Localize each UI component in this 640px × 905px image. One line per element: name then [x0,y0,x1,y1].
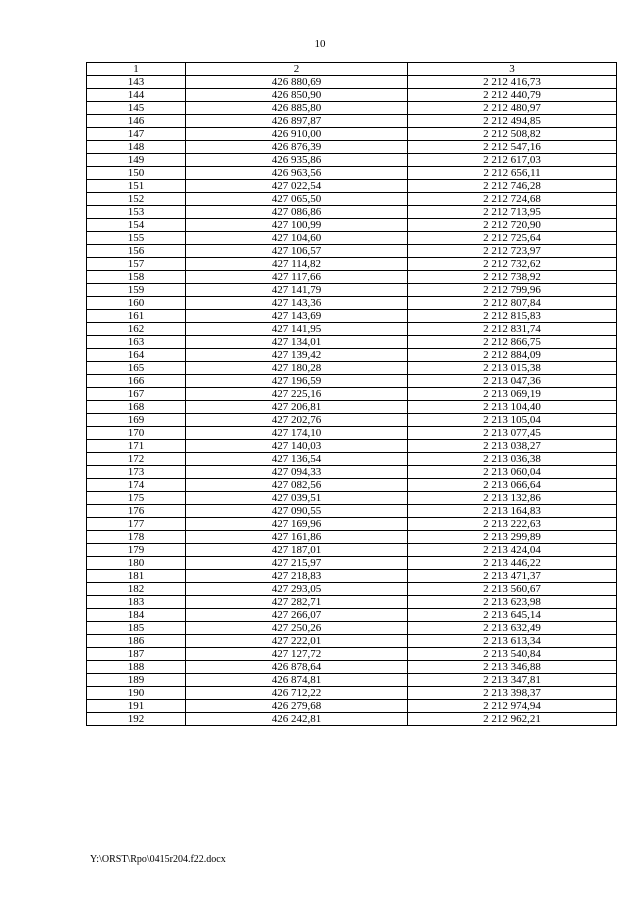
y-coordinate-cell: 2 212 866,75 [408,336,617,349]
x-coordinate-cell: 427 250,26 [186,622,408,635]
point-number-cell: 177 [87,518,186,531]
y-coordinate-cell: 2 212 724,68 [408,193,617,206]
point-number-cell: 168 [87,401,186,414]
point-number-cell: 167 [87,388,186,401]
y-coordinate-cell: 2 212 738,92 [408,271,617,284]
point-number-cell: 173 [87,466,186,479]
x-coordinate-cell: 427 218,83 [186,570,408,583]
y-coordinate-cell: 2 212 723,97 [408,245,617,258]
point-number-cell: 166 [87,375,186,388]
x-coordinate-cell: 427 136,54 [186,453,408,466]
point-number-cell: 160 [87,297,186,310]
table-row [87,414,617,427]
x-coordinate-cell: 427 139,42 [186,349,408,362]
y-coordinate-cell: 2 212 656,11 [408,167,617,180]
y-coordinate-cell: 2 213 347,81 [408,674,617,687]
point-number-cell: 155 [87,232,186,245]
y-coordinate-cell: 2 213 645,14 [408,609,617,622]
x-coordinate-cell: 427 134,01 [186,336,408,349]
x-coordinate-cell: 427 090,55 [186,505,408,518]
x-coordinate-cell: 427 196,59 [186,375,408,388]
point-number-cell: 175 [87,492,186,505]
table-row [87,570,617,583]
x-coordinate-cell: 427 169,96 [186,518,408,531]
y-coordinate-cell: 2 213 424,04 [408,544,617,557]
y-coordinate-cell: 2 213 036,38 [408,453,617,466]
y-coordinate-cell: 2 212 617,03 [408,154,617,167]
point-number-cell: 188 [87,661,186,674]
x-coordinate-cell: 427 215,97 [186,557,408,570]
table-row [87,154,617,167]
x-coordinate-cell: 427 225,16 [186,388,408,401]
x-coordinate-cell: 427 127,72 [186,648,408,661]
y-coordinate-cell: 2 212 746,28 [408,180,617,193]
table-row [87,583,617,596]
x-coordinate-cell: 427 143,69 [186,310,408,323]
x-coordinate-cell: 426 279,68 [186,700,408,713]
y-coordinate-cell: 2 213 105,04 [408,414,617,427]
y-coordinate-cell: 2 212 713,95 [408,206,617,219]
table-row [87,557,617,570]
page-number: 10 [314,38,326,50]
x-coordinate-cell: 427 114,82 [186,258,408,271]
point-number-cell: 156 [87,245,186,258]
y-coordinate-cell: 2 212 815,83 [408,310,617,323]
point-number-cell: 185 [87,622,186,635]
point-number-cell: 144 [87,89,186,102]
x-coordinate-cell: 427 222,01 [186,635,408,648]
table-row [87,505,617,518]
point-number-cell: 176 [87,505,186,518]
x-coordinate-cell: 427 282,71 [186,596,408,609]
table-row [87,674,617,687]
y-coordinate-cell: 2 213 164,83 [408,505,617,518]
point-number-cell: 165 [87,362,186,375]
y-coordinate-cell: 2 212 884,09 [408,349,617,362]
table-row [87,427,617,440]
header-col-3: 3 [408,63,617,76]
table-row [87,388,617,401]
table-row [87,128,617,141]
table-row [87,544,617,557]
table-row [87,362,617,375]
table-row [87,713,617,726]
x-coordinate-cell: 427 180,28 [186,362,408,375]
y-coordinate-cell: 2 212 416,73 [408,76,617,89]
table-row [87,180,617,193]
y-coordinate-cell: 2 213 038,27 [408,440,617,453]
point-number-cell: 179 [87,544,186,557]
y-coordinate-cell: 2 213 299,89 [408,531,617,544]
point-number-cell: 180 [87,557,186,570]
x-coordinate-cell: 426 242,81 [186,713,408,726]
y-coordinate-cell: 2 213 623,98 [408,596,617,609]
table-row [87,531,617,544]
table-row [87,219,617,232]
x-coordinate-cell: 427 100,99 [186,219,408,232]
y-coordinate-cell: 2 212 480,97 [408,102,617,115]
point-number-cell: 150 [87,167,186,180]
x-coordinate-cell: 427 104,60 [186,232,408,245]
x-coordinate-cell: 427 022,54 [186,180,408,193]
point-number-cell: 153 [87,206,186,219]
y-coordinate-cell: 2 213 060,04 [408,466,617,479]
y-coordinate-cell: 2 213 222,63 [408,518,617,531]
x-coordinate-cell: 427 106,57 [186,245,408,258]
y-coordinate-cell: 2 213 560,67 [408,583,617,596]
x-coordinate-cell: 426 712,22 [186,687,408,700]
table-row [87,518,617,531]
table-row [87,479,617,492]
point-number-cell: 171 [87,440,186,453]
x-coordinate-cell: 427 140,03 [186,440,408,453]
y-coordinate-cell: 2 212 831,74 [408,323,617,336]
table-row [87,440,617,453]
point-number-cell: 192 [87,713,186,726]
y-coordinate-cell: 2 212 732,62 [408,258,617,271]
point-number-cell: 158 [87,271,186,284]
table-row [87,401,617,414]
x-coordinate-cell: 427 082,56 [186,479,408,492]
table-row [87,297,617,310]
table-row [87,115,617,128]
x-coordinate-cell: 426 880,69 [186,76,408,89]
y-coordinate-cell: 2 213 066,64 [408,479,617,492]
point-number-cell: 191 [87,700,186,713]
y-coordinate-cell: 2 213 540,84 [408,648,617,661]
x-coordinate-cell: 426 876,39 [186,141,408,154]
y-coordinate-cell: 2 212 799,96 [408,284,617,297]
x-coordinate-cell: 427 187,01 [186,544,408,557]
x-coordinate-cell: 426 885,80 [186,102,408,115]
point-number-cell: 157 [87,258,186,271]
table-row [87,206,617,219]
x-coordinate-cell: 427 174,10 [186,427,408,440]
y-coordinate-cell: 2 212 974,94 [408,700,617,713]
y-coordinate-cell: 2 212 547,16 [408,141,617,154]
point-number-cell: 169 [87,414,186,427]
point-number-cell: 174 [87,479,186,492]
table-row [87,466,617,479]
table-row [87,310,617,323]
table-row [87,271,617,284]
point-number-cell: 164 [87,349,186,362]
y-coordinate-cell: 2 212 440,79 [408,89,617,102]
x-coordinate-cell: 426 897,87 [186,115,408,128]
y-coordinate-cell: 2 213 132,86 [408,492,617,505]
x-coordinate-cell: 427 206,81 [186,401,408,414]
point-number-cell: 161 [87,310,186,323]
table-row [87,453,617,466]
table-row [87,492,617,505]
coordinates-table [86,62,617,726]
point-number-cell: 184 [87,609,186,622]
y-coordinate-cell: 2 213 471,37 [408,570,617,583]
point-number-cell: 178 [87,531,186,544]
x-coordinate-cell: 427 039,51 [186,492,408,505]
x-coordinate-cell: 427 143,36 [186,297,408,310]
point-number-cell: 162 [87,323,186,336]
x-coordinate-cell: 426 878,64 [186,661,408,674]
x-coordinate-cell: 427 086,86 [186,206,408,219]
table-row [87,622,617,635]
table-row [87,336,617,349]
table-row [87,700,617,713]
point-number-cell: 152 [87,193,186,206]
x-coordinate-cell: 427 117,66 [186,271,408,284]
y-coordinate-cell: 2 213 613,34 [408,635,617,648]
x-coordinate-cell: 427 141,95 [186,323,408,336]
point-number-cell: 183 [87,596,186,609]
point-number-cell: 145 [87,102,186,115]
y-coordinate-cell: 2 213 398,37 [408,687,617,700]
x-coordinate-cell: 426 935,86 [186,154,408,167]
table-row [87,232,617,245]
table-row [87,661,617,674]
point-number-cell: 159 [87,284,186,297]
footer-file-path: Y:\ORST\Rpo\0415r204.f22.docx [90,854,226,865]
point-number-cell: 190 [87,687,186,700]
y-coordinate-cell: 2 213 069,19 [408,388,617,401]
point-number-cell: 182 [87,583,186,596]
x-coordinate-cell: 427 202,76 [186,414,408,427]
point-number-cell: 187 [87,648,186,661]
table-header [87,63,617,76]
header-row [87,63,617,76]
y-coordinate-cell: 2 212 508,82 [408,128,617,141]
point-number-cell: 186 [87,635,186,648]
x-coordinate-cell: 426 850,90 [186,89,408,102]
header-col-1: 1 [87,63,186,76]
y-coordinate-cell: 2 213 346,88 [408,661,617,674]
header-col-2: 2 [186,63,408,76]
point-number-cell: 189 [87,674,186,687]
point-number-cell: 147 [87,128,186,141]
y-coordinate-cell: 2 213 015,38 [408,362,617,375]
y-coordinate-cell: 2 212 494,85 [408,115,617,128]
point-number-cell: 146 [87,115,186,128]
table-row [87,687,617,700]
table-row [87,635,617,648]
y-coordinate-cell: 2 212 725,64 [408,232,617,245]
x-coordinate-cell: 427 094,33 [186,466,408,479]
table-row [87,323,617,336]
table-row [87,596,617,609]
table-row [87,648,617,661]
point-number-cell: 172 [87,453,186,466]
x-coordinate-cell: 426 910,00 [186,128,408,141]
table-row [87,76,617,89]
point-number-cell: 154 [87,219,186,232]
point-number-cell: 148 [87,141,186,154]
point-number-cell: 181 [87,570,186,583]
x-coordinate-cell: 427 293,05 [186,583,408,596]
table-row [87,89,617,102]
point-number-cell: 143 [87,76,186,89]
y-coordinate-cell: 2 212 720,90 [408,219,617,232]
point-number-cell: 151 [87,180,186,193]
x-coordinate-cell: 427 266,07 [186,609,408,622]
table-body [87,76,617,726]
x-coordinate-cell: 427 161,86 [186,531,408,544]
y-coordinate-cell: 2 213 632,49 [408,622,617,635]
y-coordinate-cell: 2 213 077,45 [408,427,617,440]
y-coordinate-cell: 2 213 104,40 [408,401,617,414]
table-row [87,141,617,154]
x-coordinate-cell: 426 963,56 [186,167,408,180]
table-row [87,375,617,388]
table-row [87,102,617,115]
table-row [87,609,617,622]
table-row [87,245,617,258]
x-coordinate-cell: 427 065,50 [186,193,408,206]
table-row [87,284,617,297]
table-row [87,167,617,180]
point-number-cell: 170 [87,427,186,440]
y-coordinate-cell: 2 212 962,21 [408,713,617,726]
table-row [87,258,617,271]
y-coordinate-cell: 2 213 047,36 [408,375,617,388]
table-row [87,349,617,362]
table-row [87,193,617,206]
x-coordinate-cell: 427 141,79 [186,284,408,297]
y-coordinate-cell: 2 213 446,22 [408,557,617,570]
point-number-cell: 149 [87,154,186,167]
x-coordinate-cell: 426 874,81 [186,674,408,687]
point-number-cell: 163 [87,336,186,349]
y-coordinate-cell: 2 212 807,84 [408,297,617,310]
